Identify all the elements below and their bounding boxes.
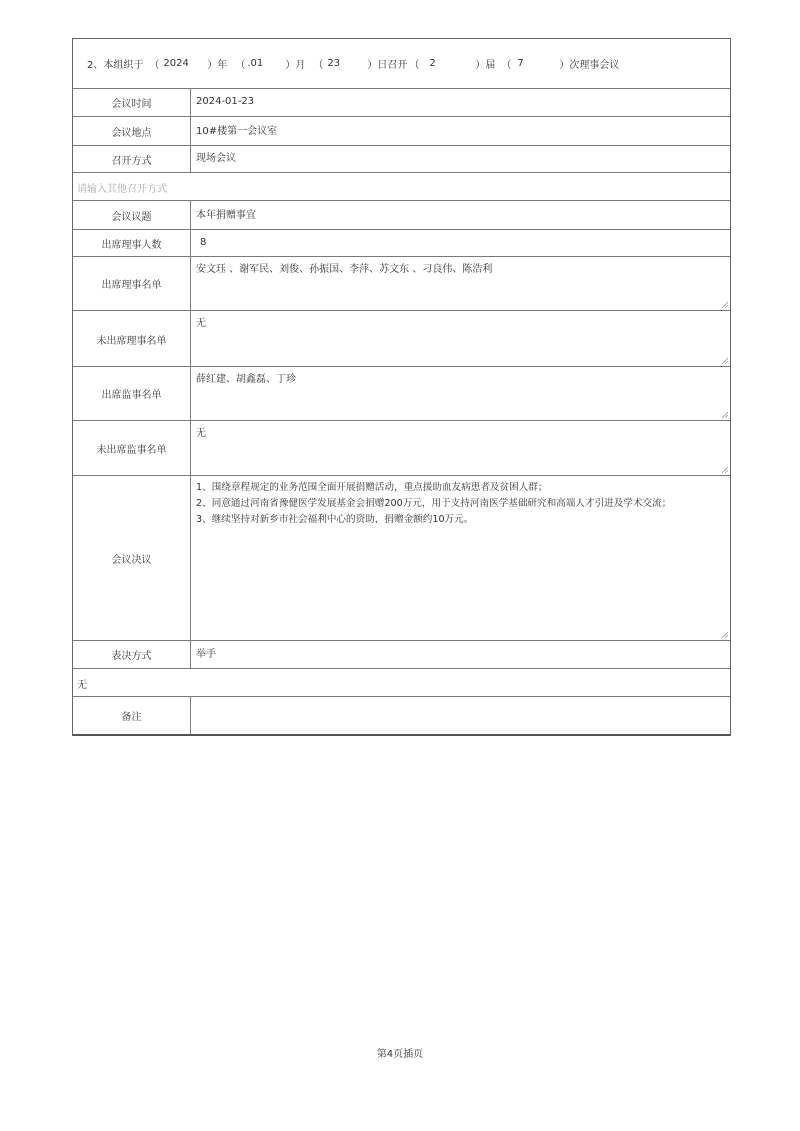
absent-list-label: 未出席理事名单 bbox=[73, 311, 191, 366]
attend-list-label: 出席理事名单 bbox=[73, 257, 191, 310]
supervisor-list-text: 薛红建、胡鑫磊、丁珍 bbox=[196, 374, 296, 385]
resolution-line: 3、继续坚持对新乡市社会福利中心的资助，捐赠金额约10万元。 bbox=[196, 514, 474, 525]
resize-handle-icon[interactable] bbox=[721, 301, 728, 308]
paren-open: （ bbox=[235, 60, 246, 71]
row-meeting-place bbox=[73, 116, 730, 145]
year-field[interactable]: 2024 bbox=[163, 58, 189, 69]
resize-handle-icon[interactable] bbox=[721, 466, 728, 473]
paren-open: （ bbox=[501, 60, 512, 71]
row-meeting-mode bbox=[73, 145, 730, 172]
month-label: ）月 bbox=[285, 60, 306, 71]
row-topic bbox=[73, 200, 730, 229]
month-field[interactable]: .01 bbox=[247, 58, 264, 69]
paren-open: （ bbox=[313, 60, 324, 71]
meeting-mode-field[interactable]: 现场会议 bbox=[196, 153, 236, 164]
attend-list-text: 安文珏 、谢军民、刘俊、孙振国、李萍、苏文东 、刁良伟、陈浩利 bbox=[196, 264, 493, 275]
absent-supervisor-label: 未出席监事名单 bbox=[73, 421, 191, 475]
day-field[interactable]: 23 bbox=[327, 58, 341, 69]
day-label: ）日召开 bbox=[367, 60, 408, 71]
row-supervisor-list bbox=[73, 366, 730, 420]
resolution-label: 会议决议 bbox=[73, 476, 191, 640]
row-attend-list bbox=[73, 256, 730, 310]
page-number: 第4页插页 bbox=[376, 1049, 424, 1060]
session-field[interactable]: 2 bbox=[429, 58, 436, 69]
meeting-time-label: 会议时间 bbox=[73, 89, 191, 116]
resize-handle-icon[interactable] bbox=[721, 357, 728, 364]
row-absent-list bbox=[73, 310, 730, 366]
session-label: ）届 bbox=[475, 60, 496, 71]
meeting-time-field[interactable]: 2024-01-23 bbox=[196, 96, 255, 107]
attend-count-field[interactable]: 8 bbox=[200, 237, 207, 248]
count-label: ）次理事会议 bbox=[559, 60, 620, 71]
attend-list-field[interactable] bbox=[191, 257, 730, 310]
remark-field[interactable] bbox=[191, 697, 730, 734]
vote-other-field[interactable]: 无 bbox=[77, 680, 87, 691]
row-attend-count bbox=[73, 229, 730, 256]
paren-open: （ bbox=[409, 60, 420, 71]
meeting-place-label: 会议地点 bbox=[73, 117, 191, 145]
row-vote bbox=[73, 640, 730, 668]
resize-handle-icon[interactable] bbox=[721, 631, 728, 638]
absent-list-field[interactable] bbox=[191, 311, 730, 366]
absent-supervisor-field[interactable] bbox=[191, 421, 730, 475]
meeting-mode-label: 召开方式 bbox=[73, 146, 191, 172]
remark-label: 备注 bbox=[73, 697, 191, 734]
header-prefix: 2、本组织于 bbox=[87, 60, 144, 71]
resolution-line: 2、同意通过河南省豫健医学发展基金会捐赠200万元，用于支持河南医学基础研究和高端人才引进及学术交流； bbox=[196, 498, 672, 509]
row-vote-other bbox=[73, 668, 730, 696]
year-label: ）年 bbox=[207, 60, 228, 71]
supervisor-list-label: 出席监事名单 bbox=[73, 367, 191, 420]
attend-count-label: 出席理事人数 bbox=[73, 230, 191, 256]
header-line bbox=[73, 39, 619, 88]
count-field[interactable]: 7 bbox=[517, 58, 524, 69]
absent-supervisor-text: 无 bbox=[196, 428, 206, 439]
supervisor-list-field[interactable] bbox=[191, 367, 730, 420]
vote-field[interactable]: 举手 bbox=[196, 649, 216, 660]
resize-handle-icon[interactable] bbox=[721, 411, 728, 418]
topic-label: 会议议题 bbox=[73, 201, 191, 229]
header-row bbox=[73, 39, 730, 88]
row-resolution bbox=[73, 475, 730, 640]
row-absent-supervisor bbox=[73, 420, 730, 475]
meeting-form bbox=[72, 38, 731, 736]
absent-list-text: 无 bbox=[196, 318, 206, 329]
other-mode-input[interactable]: 请输入其他召开方式 bbox=[77, 184, 167, 195]
row-other-mode bbox=[73, 172, 730, 200]
meeting-place-field[interactable]: 10#楼第一会议室 bbox=[196, 126, 278, 137]
vote-label: 表决方式 bbox=[73, 641, 191, 668]
resolution-line: 1、围绕章程规定的业务范围全面开展捐赠活动，重点援助血友病患者及贫困人群； bbox=[196, 482, 548, 493]
row-remark bbox=[73, 696, 730, 734]
paren-open: （ bbox=[149, 60, 160, 71]
row-meeting-time bbox=[73, 88, 730, 116]
resolution-field[interactable] bbox=[191, 476, 730, 640]
topic-field[interactable]: 本年捐赠事宜 bbox=[196, 210, 256, 221]
